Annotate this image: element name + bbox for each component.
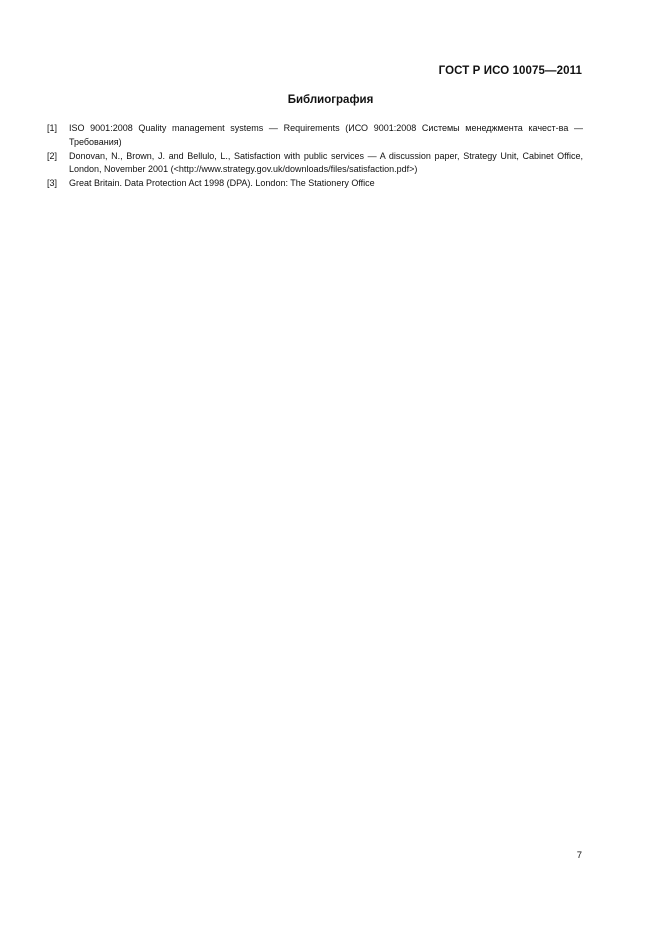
document-code: ГОСТ Р ИСО 10075—2011	[438, 65, 582, 77]
reference-number: [2]	[47, 150, 58, 161]
section-title: Библиография	[287, 94, 374, 106]
reference-item	[47, 177, 583, 191]
page-number: 7	[576, 850, 582, 861]
reference-number: [1]	[47, 123, 58, 133]
reference-number: [3]	[47, 178, 58, 188]
reference-item	[47, 122, 583, 149]
reference-item	[47, 150, 583, 177]
reference-text: Great Britain. Data Protection Act 1998 (DPA). London: The Stationery Office	[69, 178, 375, 188]
reference-text: ISO 9001:2008 Quality management systems — Requirements (ИСО 9001:2008 Системы менеджмента качест-ва — Требования)	[69, 123, 583, 147]
bibliography-list	[47, 122, 583, 191]
reference-text: Donovan, N., Brown, J. and Bellulo, L., Satisfaction with public services — A discussion paper, Strategy Unit, Cabinet Office, London, November 2001 (<http://www.strategy.gov.uk/downloads/files/satisfaction.pdf>)	[69, 150, 583, 174]
